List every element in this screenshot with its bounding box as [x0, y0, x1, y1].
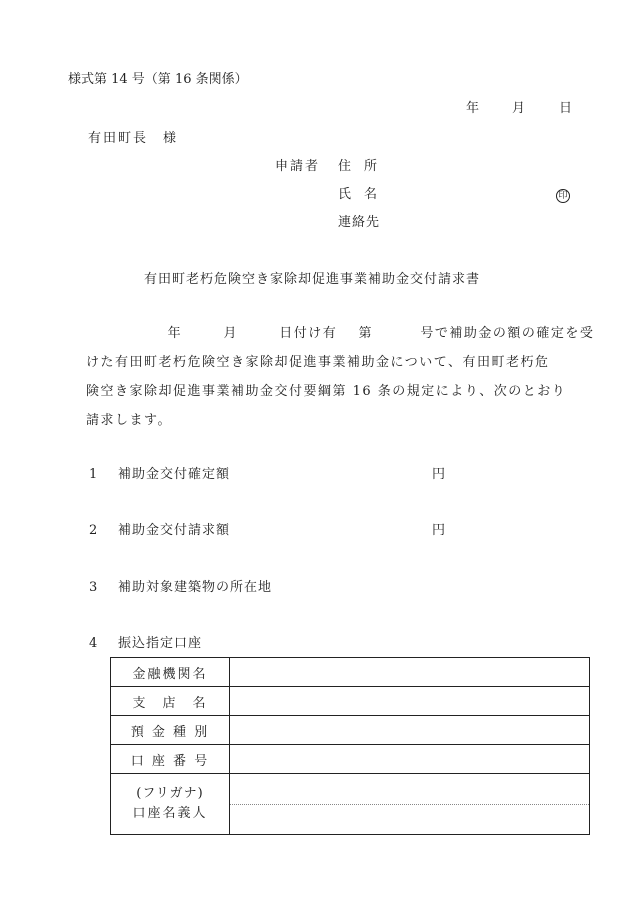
item-1-unit: 円 [432, 467, 446, 482]
table-row [111, 716, 590, 745]
deposit-type-field[interactable] [230, 716, 590, 745]
body-day-ref: 日付け有 [279, 326, 338, 341]
item-3-label: 補助対象建築物の所在地 [118, 580, 273, 595]
applicant-label: 申請者 [275, 159, 321, 174]
table-row [111, 774, 590, 835]
table-row [111, 658, 590, 687]
addressee: 有田町長 様 [88, 131, 179, 146]
account-number-label: 口 座 番 号 [111, 745, 230, 774]
item-3-number: 3 [89, 580, 98, 595]
name-label: 氏 名 [338, 187, 378, 202]
item-2-label: 補助金交付請求額 [118, 523, 231, 538]
kana-divider [230, 804, 589, 805]
date-month-label: 月 [512, 101, 526, 116]
account-holder-field[interactable] [230, 774, 590, 835]
document-title: 有田町老朽危険空き家除却促進事業補助金交付請求書 [144, 272, 481, 287]
date-year-label: 年 [466, 101, 480, 116]
account-table [110, 657, 590, 835]
table-row [111, 745, 590, 774]
form-number: 様式第 14 号（第 16 条関係） [68, 72, 248, 87]
body-month: 月 [223, 326, 238, 341]
deposit-type-label: 預 金 種 別 [111, 716, 230, 745]
address-label: 住 所 [338, 159, 378, 174]
holder-label: 口座名義人 [132, 806, 208, 821]
date-day-label: 日 [559, 101, 573, 116]
seal-icon: 印 [556, 188, 570, 203]
account-holder-label [111, 774, 230, 835]
item-2-unit: 円 [432, 523, 446, 538]
branch-name-field[interactable] [230, 687, 590, 716]
body-line-3: 険空き家除却促進事業補助金交付要綱第 16 条の規定により、次のとおり [86, 384, 567, 399]
table-row [111, 687, 590, 716]
branch-name-label: 支 店 名 [111, 687, 230, 716]
body-line-4: 請求します。 [86, 413, 172, 428]
item-4-number: 4 [89, 636, 98, 651]
body-year: 年 [167, 326, 183, 341]
item-1-number: 1 [89, 467, 98, 482]
body-number-prefix: 第 [358, 326, 374, 341]
item-4-label: 振込指定口座 [118, 636, 203, 651]
account-number-field[interactable] [230, 745, 590, 774]
bank-name-label: 金融機関名 [111, 658, 230, 687]
kana-label: (フリガナ) [136, 786, 204, 801]
body-line-2: けた有田町老朽危険空き家除却促進事業補助金について、有田町老朽危 [86, 355, 550, 370]
item-1-label: 補助金交付確定額 [118, 467, 231, 482]
item-2-number: 2 [89, 523, 98, 538]
body-paragraph [86, 319, 595, 435]
bank-name-field[interactable] [230, 658, 590, 687]
contact-label: 連絡先 [338, 215, 381, 230]
body-line1-rest: 号で補助金の額の確定を受 [420, 326, 595, 341]
